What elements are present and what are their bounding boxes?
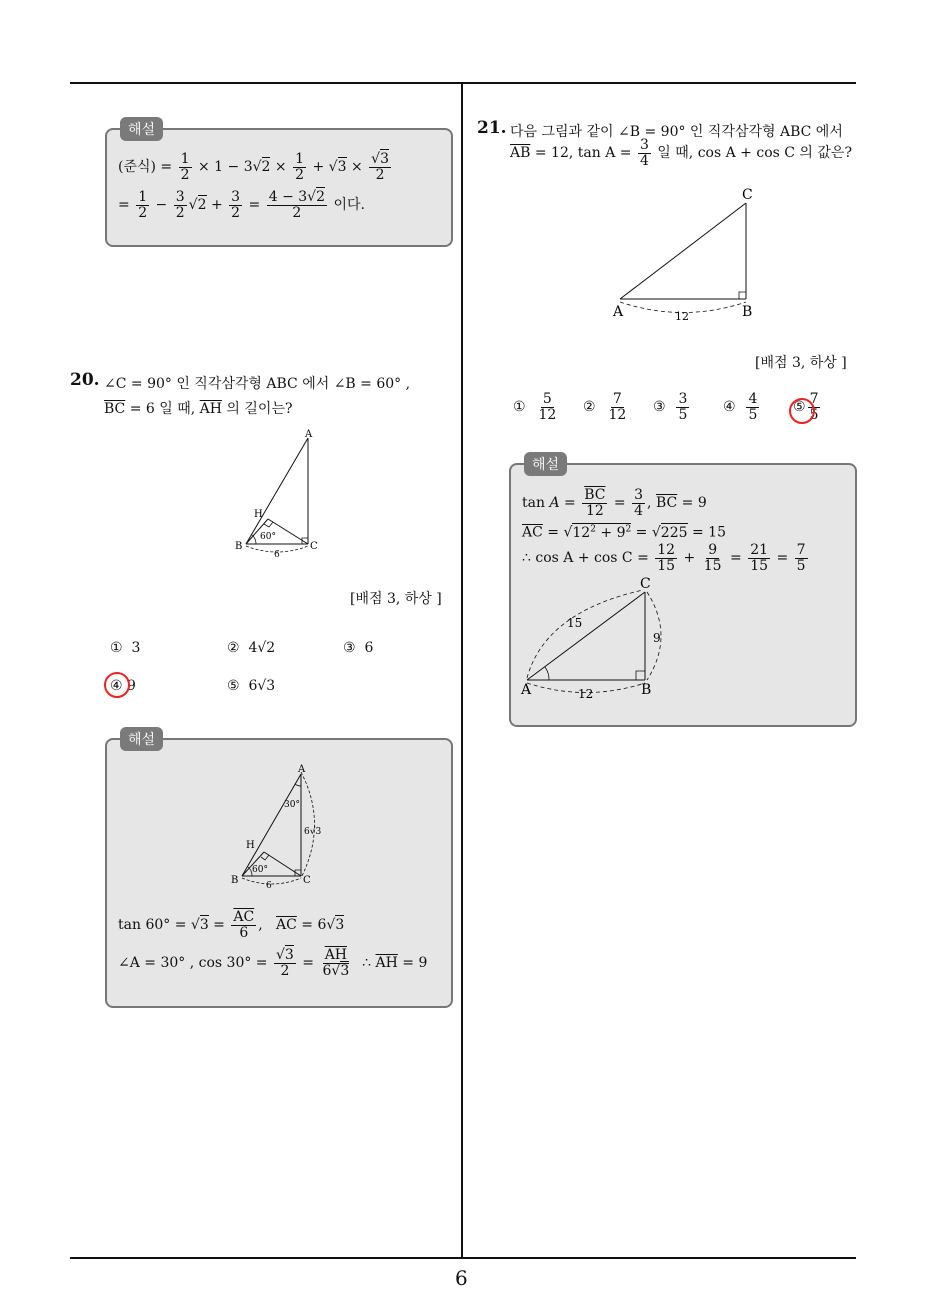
q20-sol-angle60: 60° (252, 865, 268, 875)
solution-tag: 해설 (120, 117, 163, 141)
q20-sol-label-a: A (298, 764, 306, 775)
q20-fig-label-a: A (305, 429, 313, 440)
q20-points: [배점 3, 하상 ] (350, 591, 442, 607)
q21-choice-2[interactable]: ② $\frac{7}{12}$ (583, 391, 627, 423)
q21-solution-figure (515, 574, 675, 704)
q20-sol-label-b: B (231, 875, 239, 886)
q20-solution-figure (228, 760, 338, 892)
q20-choice-5[interactable]: ⑤ 6√3 (227, 678, 276, 694)
question-number-20: 20. (70, 370, 100, 390)
q20-choice-4[interactable]: ④ 9 (110, 678, 136, 694)
answer-mark-circle (104, 672, 130, 698)
q20-fig-label-h: H (254, 509, 263, 520)
q21-fig-label-c: C (742, 187, 753, 203)
sol19-line2: = $\frac{1}{2}$ − $\frac{3}{2}$ √2 + $\frac{3}{2}$ = $\frac{4 - 3√2}{2}$ 이다. (118, 189, 365, 221)
q21-sol-label-a: A (521, 682, 532, 698)
q20-fig-label-c: C (310, 541, 318, 552)
sol19-line1: (준식) = $\frac{1}{2}$ × 1 − 3√2 × $\frac{1}{2}$ + √3 × $\frac{√3}{2}$ (118, 151, 389, 183)
q21-choice-5[interactable]: ⑤ $\frac{7}{5}$ (793, 391, 819, 423)
question-number-21: 21. (477, 118, 507, 138)
q21-sol-label-b: B (641, 682, 652, 698)
q21-choice-3[interactable]: ③ $\frac{3}{5}$ (653, 391, 688, 423)
q21-sol-base: 12 (578, 687, 594, 701)
q20-sol-line2: ∠A = 30° , cos 30° = $\frac{√3}{2}$ = $\frac{\overline{AH}}{6√3}$ ∴ $\overline{AH} = 9$ (118, 947, 428, 979)
solution-tag: 해설 (524, 452, 567, 476)
q20-choice-1[interactable]: ① 3 (110, 640, 141, 656)
q20-choice-2[interactable]: ② 4√2 (227, 640, 276, 656)
bottom-rule (70, 1257, 856, 1259)
q20-text-line1: ∠C = 90° 인 직각삼각형 ABC 에서 ∠B = 60° , (104, 376, 411, 392)
answer-mark-circle (789, 398, 815, 424)
q21-sol-hyp: 15 (567, 616, 583, 630)
solution-tag: 해설 (120, 727, 163, 751)
q20-sol-angle30: 30° (284, 800, 300, 810)
page-number: 6 (455, 1266, 468, 1290)
q20-text-line2: $\overline{BC} = 6$ 일 때, $\overline{AH}$ 의 길이는? (104, 401, 293, 417)
q20-sol-label-c: C (303, 875, 311, 886)
q21-sol-side: 9 (653, 631, 661, 645)
q20-figure (230, 428, 330, 560)
q20-sol-side: 6√3 (304, 827, 322, 837)
q20-sol-label-h: H (246, 840, 255, 851)
q21-text-line1: 다음 그림과 같이 ∠B = 90° 인 직각삼각형 ABC 에서 (510, 124, 843, 140)
q21-figure (605, 183, 765, 323)
q20-fig-label-b: B (235, 541, 243, 552)
q21-sol-line2: $\overline{AC} = √12^2 + 9^2 = √225 = 15$ (522, 524, 726, 541)
q20-sol-line1: tan 60° = √3 = $\frac{\overline{AC}}{6}$ , $\overline{AC} = 6√3$ (118, 909, 345, 941)
q21-fig-label-a: A (613, 304, 624, 320)
q20-fig-base: 6 (274, 550, 280, 560)
q21-sol-line3: ∴ cos A + cos C = $\frac{12}{15}$ + $\frac{9}{15}$ = $\frac{21}{15}$ = $\frac{7}{5}$ (522, 542, 806, 574)
q20-choice-3[interactable]: ③ 6 (343, 640, 374, 656)
q21-sol-line1: tan A = $\frac{\overline{BC}}{12}$ = $\frac{3}{4}$ , $\overline{BC} = 9$ (522, 487, 707, 519)
q21-choice-1[interactable]: ① $\frac{5}{12}$ (513, 391, 557, 423)
q20-fig-angle: 60° (260, 532, 276, 542)
top-rule (70, 82, 856, 84)
q21-points: [배점 3, 하상 ] (755, 355, 847, 371)
q21-fig-base: 12 (675, 310, 689, 323)
q21-fig-label-b: B (742, 304, 753, 320)
q21-text-line2: $\overline{AB} = 12$, tan A = $\frac{3}{4}$ 일 때, cos A + cos C 의 값은? (510, 137, 852, 169)
q21-choice-4[interactable]: ④ $\frac{4}{5}$ (723, 391, 758, 423)
solution-box-19 (105, 128, 453, 247)
q21-sol-label-c: C (640, 576, 651, 592)
column-divider (461, 84, 463, 1258)
q20-sol-base: 6 (266, 881, 272, 891)
